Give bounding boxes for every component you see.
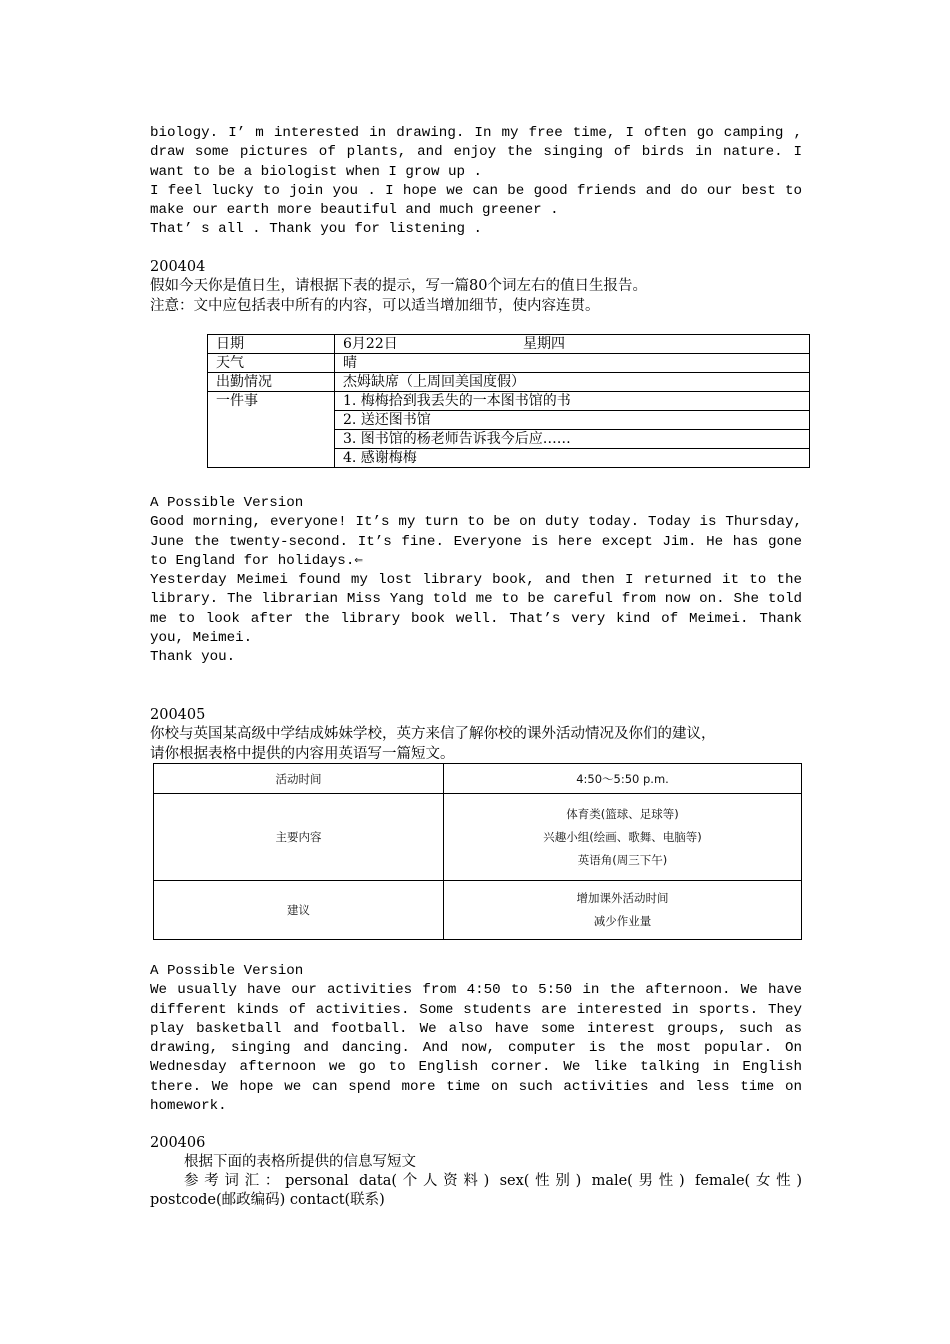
event-item: 2. 送还图书馆	[335, 411, 810, 430]
version-line: Thank you.	[150, 649, 236, 666]
suggestion-item: 增加课外活动时间	[576, 891, 669, 905]
version-line: drawing, singing and dancing. And now, computer is the most popular. On	[150, 1040, 802, 1057]
version-heading: A Possible Version	[150, 963, 304, 979]
version-heading: A Possible Version	[150, 495, 304, 511]
vocab-line: postcode(邮政编码) contact(联系)	[150, 1192, 385, 1209]
task-code: 200405	[150, 707, 206, 723]
task-200406-vocab	[150, 1172, 802, 1211]
task-prompt: 你校与英国某高级中学结成姊妹学校，英方来信了解你校的课外活动情况及你们的建议，	[150, 726, 716, 743]
table-row	[208, 335, 810, 354]
version-line: there. We hope we can spend more time on such activities and less time on	[150, 1078, 802, 1095]
weekday-value: 星期四	[523, 336, 565, 352]
duty-report-table	[207, 334, 810, 468]
task-code: 200404	[150, 259, 206, 275]
version-line: library. The librarian Miss Yang told me to be careful from now on. She told	[150, 591, 802, 608]
activities-table	[153, 763, 802, 940]
task-200405-header	[150, 706, 810, 764]
time-value: 4:50～5:50 p.m.	[444, 764, 802, 794]
table-row	[208, 392, 810, 411]
task-prompt: 根据下面的表格所提供的信息写短文	[184, 1154, 416, 1171]
attendance-label: 出勤情况	[208, 373, 335, 392]
essay-line: draw some pictures of plants, and enjoy the singing of birds in nature. I	[150, 144, 802, 161]
version-line: you, Meimei.	[150, 630, 253, 647]
weather-label: 天气	[208, 354, 335, 373]
table-row	[208, 373, 810, 392]
version-line: different kinds of activities. Some students are interested in sports. They	[150, 1001, 802, 1018]
suggestion-label: 建议	[154, 881, 444, 940]
date-label: 日期	[208, 335, 335, 354]
essay-line: That’ s all . Thank you for listening .	[150, 221, 483, 238]
task-prompt: 假如今天你是值日生，请根据下表的提示，写一篇80个词左右的值日生报告。	[150, 278, 647, 295]
event-label: 一件事	[208, 392, 335, 468]
task-note: 注意：文中应包括表中所有的内容，可以适当增加细节，使内容连贯。	[150, 297, 600, 314]
suggestion-item: 减少作业量	[593, 914, 652, 928]
task-200404-header	[150, 258, 802, 316]
table-row	[154, 764, 802, 794]
task-200405-version	[150, 962, 802, 1116]
suggestion-cell	[444, 881, 802, 940]
content-item: 兴趣小组(绘画、歌舞、电脑等)	[543, 829, 702, 844]
vocab-line: 参考词汇：personal data(个人资料) sex(性别) male(男性) female(女性)	[184, 1173, 802, 1189]
version-line: June the twenty-second. It’s fine. Everyone is here except Jim. He has gone	[150, 533, 802, 550]
essay-line: make our earth more beautiful and much greener .	[150, 202, 559, 219]
essay-line: want to be a biologist when I grow up .	[150, 163, 483, 180]
event-item: 4. 感谢梅梅	[335, 449, 810, 468]
version-line: Good morning, everyone! It’s my turn to be on duty today. Today is Thursday,	[150, 514, 802, 531]
date-value: 6月22日	[343, 336, 398, 352]
content-item: 体育类(篮球、足球等)	[566, 806, 679, 821]
table-row	[154, 881, 802, 940]
essay-line: I feel lucky to join you . I hope we can be good friends and do our best to	[150, 182, 802, 199]
version-line: Yesterday Meimei found my lost library book, and then I returned it to the	[150, 572, 802, 589]
event-item: 3. 图书馆的杨老师告诉我今后应……	[335, 430, 810, 449]
event-item: 1. 梅梅拾到我丢失的一本图书馆的书	[335, 392, 810, 411]
attendance-value: 杰姆缺席（上周回美国度假）	[335, 373, 810, 392]
intro-essay	[150, 124, 802, 240]
content-item: 英语角(周三下午)	[577, 852, 668, 867]
version-line: play basketball and football. We also have some interest groups, such as	[150, 1020, 802, 1037]
table-row	[154, 794, 802, 881]
date-cell	[335, 335, 810, 354]
version-line: homework.	[150, 1098, 227, 1115]
task-prompt: 请你根据表格中提供的内容用英语写一篇短文。	[150, 745, 455, 762]
task-200406	[150, 1134, 802, 1173]
time-label: 活动时间	[154, 764, 444, 794]
essay-line: biology. I’ m interested in drawing. In my free time, I often go camping ,	[150, 125, 802, 141]
content-label: 主要内容	[154, 794, 444, 881]
task-code: 200406	[150, 1135, 206, 1151]
weather-value: 晴	[335, 354, 810, 373]
version-line: me to look after the library book well. That’s very kind of Meimei. Thank	[150, 610, 802, 627]
table-row	[208, 354, 810, 373]
version-line: We usually have our activities from 4:50 to 5:50 in the afternoon. We have	[150, 982, 802, 999]
task-200404-version	[150, 494, 802, 668]
content-cell	[444, 794, 802, 881]
version-line: Wednesday afternoon we go to English corner. We like talking in English	[150, 1059, 802, 1076]
version-line: to England for holidays.⇐	[150, 552, 363, 569]
